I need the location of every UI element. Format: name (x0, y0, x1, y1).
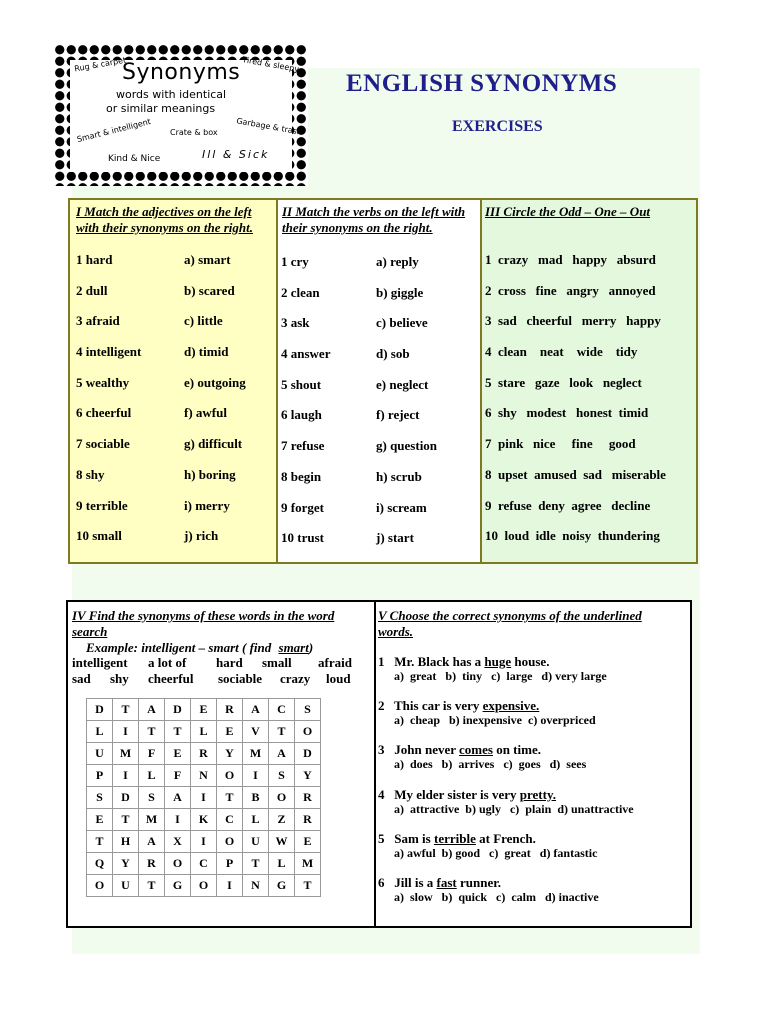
grid-row (87, 853, 321, 875)
logo-ill: Ill & Sick (202, 148, 270, 161)
grid-cell[interactable]: O (217, 765, 243, 787)
exercise-4-word: cheerful (148, 671, 194, 686)
logo-inner (70, 55, 303, 172)
exercise-1-right-word: a) smart (184, 252, 231, 267)
exercise-5-question (378, 742, 541, 758)
exercise-4-word: shy (110, 671, 129, 686)
grid-cell[interactable]: C (269, 699, 295, 721)
exercise-5-options: a) attractive b) ugly c) plain d) unattractive (394, 802, 634, 816)
grid-cell[interactable]: I (243, 765, 269, 787)
question-text-end: runner. (456, 875, 502, 890)
grid-cell[interactable]: G (165, 875, 191, 897)
grid-cell[interactable]: D (113, 787, 139, 809)
grid-cell[interactable]: O (87, 875, 113, 897)
exercise-2-left-word: 2 clean (281, 285, 320, 300)
exercise-5-options: a) slow b) quick c) calm d) inactive (394, 890, 599, 904)
exercise-2-right-word: i) scream (376, 500, 427, 515)
exercise-2-left-word: 1 cry (281, 254, 309, 269)
exercise-2-left-word: 9 forget (281, 500, 324, 515)
exercise-1-left-word: 4 intelligent (76, 344, 142, 359)
grid-cell[interactable]: V (243, 721, 269, 743)
grid-cell[interactable]: M (295, 853, 321, 875)
exercise-5-heading: V Choose the correct synonyms of the underlined words. (378, 608, 642, 639)
underlined-word: comes (459, 742, 493, 757)
exercise-5-question (378, 654, 549, 670)
exercise-3-row: 5 stare gaze look neglect (485, 375, 642, 390)
exercise-1-column (70, 200, 278, 562)
exercise-3-row: 4 clean neat wide tidy (485, 344, 638, 359)
underlined-word: terrible (433, 831, 476, 846)
grid-cell[interactable]: T (269, 721, 295, 743)
exercise-5-question (378, 831, 536, 847)
grid-cell[interactable]: D (165, 699, 191, 721)
word-search-grid (86, 698, 321, 897)
grid-row (87, 787, 321, 809)
grid-cell[interactable]: E (87, 809, 113, 831)
grid-cell[interactable]: R (295, 809, 321, 831)
grid-cell[interactable]: I (113, 765, 139, 787)
exercise-2-left-word: 6 laugh (281, 407, 322, 422)
grid-cell[interactable]: B (243, 787, 269, 809)
exercise-2-right-word: j) start (376, 530, 414, 545)
grid-cell[interactable]: L (139, 765, 165, 787)
exercise-2-right-word: h) scrub (376, 469, 422, 484)
grid-cell[interactable]: R (295, 787, 321, 809)
grid-row (87, 875, 321, 897)
exercise-4-word: a lot of (148, 655, 187, 670)
grid-cell[interactable]: Y (113, 853, 139, 875)
logo-rug-carpet: Rug & carpet (73, 55, 127, 74)
exercise-3-row: 9 refuse deny agree decline (485, 498, 651, 513)
exercise-4-word: sad (72, 671, 91, 686)
grid-cell[interactable]: T (217, 787, 243, 809)
exercise-1-right-word: h) boring (184, 467, 236, 482)
grid-cell[interactable]: M (113, 743, 139, 765)
grid-cell[interactable]: T (87, 831, 113, 853)
exercise-4-word: intelligent (72, 655, 128, 670)
exercise-3-row: 1 crazy mad happy absurd (485, 252, 656, 267)
grid-cell[interactable]: W (269, 831, 295, 853)
exercise-1-right-word: f) awful (184, 405, 227, 420)
grid-cell[interactable]: P (217, 853, 243, 875)
grid-row (87, 765, 321, 787)
grid-row (87, 831, 321, 853)
grid-cell[interactable]: D (87, 699, 113, 721)
grid-cell[interactable]: Q (87, 853, 113, 875)
exercise-1-heading: I Match the adjectives on the left with their synonyms on the right. (76, 204, 253, 235)
exercise-4-word: small (262, 655, 292, 670)
exercise-2-right-word: g) question (376, 438, 438, 453)
grid-cell[interactable]: A (243, 699, 269, 721)
grid-cell[interactable]: I (191, 787, 217, 809)
grid-cell[interactable]: N (191, 765, 217, 787)
exercise-5-options: a) great b) tiny c) large d) very large (394, 669, 607, 683)
exercise-5-options: a) cheap b) inexpensive c) overpriced (394, 713, 596, 727)
grid-cell[interactable]: S (295, 699, 321, 721)
question-text-end: house. (511, 654, 550, 669)
grid-cell[interactable]: L (87, 721, 113, 743)
exercise-1-left-word: 2 dull (76, 283, 108, 298)
grid-cell[interactable]: S (87, 787, 113, 809)
grid-cell[interactable]: X (165, 831, 191, 853)
grid-cell[interactable]: U (87, 743, 113, 765)
grid-cell[interactable]: I (217, 875, 243, 897)
grid-cell[interactable]: T (165, 721, 191, 743)
grid-cell[interactable]: R (217, 699, 243, 721)
exercise-3-row: 2 cross fine angry annoyed (485, 283, 656, 298)
grid-cell[interactable]: L (243, 809, 269, 831)
exercise-4-word: loud (326, 671, 351, 686)
exercise-2-left-word: 3 ask (281, 315, 310, 330)
exercise-2-right-word: d) sob (376, 346, 410, 361)
grid-cell[interactable]: E (217, 721, 243, 743)
grid-cell[interactable]: A (269, 743, 295, 765)
question-text: 2 This car is very (378, 698, 483, 713)
exercise-1-left-word: 7 sociable (76, 436, 130, 451)
exercise-1-right-word: e) outgoing (184, 375, 246, 390)
exercise-1-right-word: j) rich (184, 528, 219, 543)
logo-title: Synonyms (122, 60, 241, 85)
grid-cell[interactable]: C (217, 809, 243, 831)
logo-tired-sleepy: Tired & sleepy (241, 55, 300, 74)
underlined-word: expensive. (482, 698, 540, 713)
underlined-word: fast (436, 875, 457, 890)
exercise-1-right-word: b) scared (184, 283, 235, 298)
grid-cell[interactable]: A (139, 831, 165, 853)
grid-cell[interactable]: I (113, 721, 139, 743)
grid-cell[interactable]: H (113, 831, 139, 853)
grid-cell[interactable]: T (113, 809, 139, 831)
column-divider (374, 602, 376, 926)
exercise-1-left-word: 9 terrible (76, 498, 128, 513)
grid-cell[interactable]: R (191, 743, 217, 765)
grid-cell[interactable]: T (139, 721, 165, 743)
exercise-5-question (378, 787, 556, 803)
grid-cell[interactable]: N (243, 875, 269, 897)
grid-cell[interactable]: O (295, 721, 321, 743)
grid-row (87, 743, 321, 765)
logo-kind: Kind & Nice (108, 154, 161, 164)
exercise-2-left-word: 10 trust (281, 530, 324, 545)
grid-cell[interactable]: P (87, 765, 113, 787)
exercise-4-heading: IV Find the synonyms of these words in the word search (72, 608, 335, 639)
grid-row (87, 721, 321, 743)
grid-cell[interactable]: I (165, 809, 191, 831)
exercise-2-column (278, 200, 482, 562)
grid-cell[interactable]: E (191, 699, 217, 721)
question-text: 6 Jill is a (378, 875, 437, 890)
grid-cell[interactable]: U (243, 831, 269, 853)
logo-smart: Smart & intelligent (76, 116, 152, 145)
underlined-word: pretty. (519, 787, 556, 802)
grid-row (87, 809, 321, 831)
grid-cell[interactable]: A (139, 699, 165, 721)
exercise-1-right-word: c) little (184, 313, 223, 328)
logo-garbage: Garbage & trash (235, 116, 303, 137)
exercise-1-left-word: 5 wealthy (76, 375, 130, 390)
grid-cell[interactable]: Z (269, 809, 295, 831)
question-text: 3 John never (378, 742, 460, 757)
grid-cell[interactable]: F (139, 743, 165, 765)
exercise-3-heading: III Circle the Odd – One – Out (485, 204, 651, 219)
exercise-5-options: a) does b) arrives c) goes d) sees (394, 757, 587, 771)
example-word: smart (278, 640, 309, 655)
question-text: 1 Mr. Black has a (378, 654, 485, 669)
exercise-2-left-word: 4 answer (281, 346, 331, 361)
grid-cell[interactable]: M (243, 743, 269, 765)
exercise-5-options: a) awful b) good c) great d) fantastic (394, 846, 598, 860)
grid-cell[interactable]: L (269, 853, 295, 875)
grid-cell[interactable]: G (269, 875, 295, 897)
exercise-3-row: 10 loud idle noisy thundering (485, 528, 660, 543)
grid-cell[interactable]: F (165, 765, 191, 787)
page-subtitle: EXERCISES (452, 118, 543, 135)
exercise-1-left-word: 3 afraid (76, 313, 120, 328)
exercise-2-right-word: e) neglect (376, 377, 429, 392)
exercise-2-heading: II Match the verbs on the left with their synonyms on the right. (282, 204, 466, 235)
grid-cell[interactable]: O (165, 853, 191, 875)
grid-cell[interactable]: M (139, 809, 165, 831)
grid-cell[interactable]: R (139, 853, 165, 875)
grid-cell[interactable]: U (113, 875, 139, 897)
grid-cell[interactable]: C (191, 853, 217, 875)
grid-cell[interactable]: K (191, 809, 217, 831)
question-text: 4 My elder sister is very (378, 787, 520, 802)
exercise-1-left-word: 8 shy (76, 467, 105, 482)
exercise-2-right-word: a) reply (376, 254, 419, 269)
grid-row (87, 699, 321, 721)
exercise-3-row: 6 shy modest honest timid (485, 405, 649, 420)
grid-cell[interactable]: A (165, 787, 191, 809)
example-suffix: ) (308, 640, 314, 655)
grid-cell[interactable]: E (295, 831, 321, 853)
logo-subtitle-1: words with identical (116, 88, 227, 101)
exercise-4-example (86, 640, 313, 656)
grid-cell[interactable]: E (165, 743, 191, 765)
example-prefix: Example: intelligent – smart ( find (86, 640, 275, 655)
exercise-5-question (378, 698, 539, 714)
exercise-1-left-word: 6 cheerful (76, 405, 132, 420)
grid-cell[interactable]: Y (217, 743, 243, 765)
grid-cell[interactable]: O (191, 875, 217, 897)
grid-cell[interactable]: S (139, 787, 165, 809)
exercise-2-left-word: 5 shout (281, 377, 322, 392)
page-title: ENGLISH SYNONYMS (346, 70, 618, 97)
exercise-2-right-word: b) giggle (376, 285, 424, 300)
exercise-5-question (378, 875, 501, 891)
exercise-2-right-word: f) reject (376, 407, 420, 422)
grid-cell[interactable]: T (139, 875, 165, 897)
exercise-4-word: hard (216, 655, 243, 670)
logo-subtitle-2: or similar meanings (106, 102, 216, 115)
exercise-4-word: afraid (318, 655, 352, 670)
exercise-4-word: crazy (280, 671, 311, 686)
exercise-1-left-word: 10 small (76, 528, 122, 543)
exercise-2-left-word: 8 begin (281, 469, 322, 484)
question-text-end: on time. (492, 742, 541, 757)
exercise-3-row: 8 upset amused sad miserable (485, 467, 666, 482)
exercise-4-word: sociable (218, 671, 263, 686)
grid-cell[interactable]: T (295, 875, 321, 897)
exercise-1-left-word: 1 hard (76, 252, 113, 267)
exercise-2-left-word: 7 refuse (281, 438, 325, 453)
grid-cell[interactable]: T (243, 853, 269, 875)
exercise-1-right-word: d) timid (184, 344, 229, 359)
grid-cell[interactable]: D (295, 743, 321, 765)
question-text-end: at French. (475, 831, 536, 846)
exercise-3-row: 7 pink nice fine good (485, 436, 636, 451)
logo-crate: Crate & box (170, 128, 218, 137)
exercise-3-column (482, 200, 696, 562)
exercises-top-table (68, 198, 698, 564)
grid-cell[interactable]: Y (295, 765, 321, 787)
underlined-word: huge (484, 654, 512, 669)
grid-cell[interactable]: O (269, 787, 295, 809)
grid-cell[interactable]: S (269, 765, 295, 787)
question-text: 5 Sam is (378, 831, 434, 846)
grid-cell[interactable]: L (191, 721, 217, 743)
grid-cell[interactable]: O (217, 831, 243, 853)
grid-cell[interactable]: I (191, 831, 217, 853)
exercise-1-right-word: g) difficult (184, 436, 243, 451)
synonyms-logo (54, 44, 308, 186)
exercise-3-row: 3 sad cheerful merry happy (485, 313, 661, 328)
exercise-2-right-word: c) believe (376, 315, 428, 330)
exercise-1-right-word: i) merry (184, 498, 230, 513)
grid-cell[interactable]: T (113, 699, 139, 721)
